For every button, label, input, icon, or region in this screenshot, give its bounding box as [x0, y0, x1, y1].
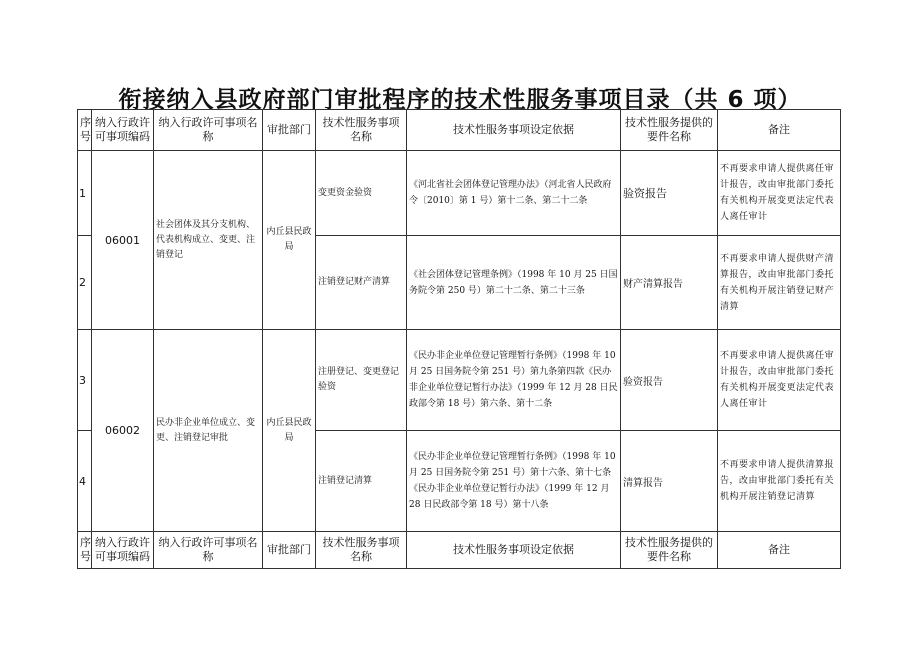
row-seq: 4: [78, 431, 92, 532]
header-service: 技术性服务事项名称: [316, 110, 407, 151]
header-material: 技术性服务提供的要件名称: [621, 110, 718, 151]
service-catalog-table: [77, 109, 841, 569]
header-row: [78, 110, 841, 151]
header-name: 纳入行政许可事项名称: [154, 110, 263, 151]
service-name: 变更资金验资: [316, 151, 407, 236]
header-seq: 序号: [78, 110, 92, 151]
row-seq: 2: [78, 236, 92, 330]
required-material: 清算报告: [621, 431, 718, 532]
header-seq: 序号: [78, 532, 92, 569]
service-basis: 《民办非企业单位登记管理暂行条例》（1998 年 10 月 25 日国务院令第 251 号）第十六条、第十七条 《民办非企业单位登记暂行办法》（1999 年 12 月 28 日民政部令第 18 号）第十八条: [407, 431, 621, 532]
service-basis: 《民办非企业单位登记管理暂行条例》（1998 年 10 月 25 日国务院令第 251 号）第九条第四款《民办非企业单位登记暂行办法》（1999 年 12 月 28 日民政部令第 18 号）第六条、第十二条: [407, 330, 621, 431]
remark: 不再要求申请人提供离任审计报告，改由审批部门委托有关机构开展变更法定代表人离任审计: [718, 151, 841, 236]
remark: 不再要求申请人提供清算报告，改由审批部门委托有关机构开展注销登记清算: [718, 431, 841, 532]
service-name: 注销登记财产清算: [316, 236, 407, 330]
item-code: 06001: [92, 151, 154, 330]
required-material: 财产清算报告: [621, 236, 718, 330]
remark: 不再要求申请人提供离任审计报告，改由审批部门委托有关机构开展变更法定代表人离任审计: [718, 330, 841, 431]
header-code: 纳入行政许可事项编码: [92, 110, 154, 151]
header-note: 备注: [718, 532, 841, 569]
item-code: 06002: [92, 330, 154, 532]
approval-dept: 内丘县民政局: [263, 151, 316, 330]
header-basis: 技术性服务事项设定依据: [407, 532, 621, 569]
header-row-repeat: [78, 532, 841, 569]
table-row: [78, 151, 841, 236]
required-material: 验资报告: [621, 151, 718, 236]
header-note: 备注: [718, 110, 841, 151]
page-title: 衔接纳入县政府部门审批程序的技术性服务事项目录（共 6 项）: [118, 87, 802, 113]
row-seq: 1: [78, 151, 92, 236]
header-dept: 审批部门: [263, 532, 316, 569]
header-material: 技术性服务提供的要件名称: [621, 532, 718, 569]
row-seq: 3: [78, 330, 92, 431]
service-basis: 《社会团体登记管理条例》（1998 年 10 月 25 日国务院令第 250 号）第二十二条、第二十三条: [407, 236, 621, 330]
service-basis: 《河北省社会团体登记管理办法》（河北省人民政府令〔2010〕第 1 号）第十二条、第二十二条: [407, 151, 621, 236]
approval-dept: 内丘县民政局: [263, 330, 316, 532]
header-code: 纳入行政许可事项编码: [92, 532, 154, 569]
service-name: 注册登记、变更登记验资: [316, 330, 407, 431]
item-name: 社会团体及其分支机构、代表机构成立、变更、注销登记: [154, 151, 263, 330]
header-service: 技术性服务事项名称: [316, 532, 407, 569]
header-basis: 技术性服务事项设定依据: [407, 110, 621, 151]
required-material: 验资报告: [621, 330, 718, 431]
header-dept: 审批部门: [263, 110, 316, 151]
item-name: 民办非企业单位成立、变更、注销登记审批: [154, 330, 263, 532]
remark: 不再要求申请人提供财产清算报告，改由审批部门委托有关机构开展注销登记财产清算: [718, 236, 841, 330]
service-name: 注销登记清算: [316, 431, 407, 532]
table-row: [78, 330, 841, 431]
header-name: 纳入行政许可事项名称: [154, 532, 263, 569]
